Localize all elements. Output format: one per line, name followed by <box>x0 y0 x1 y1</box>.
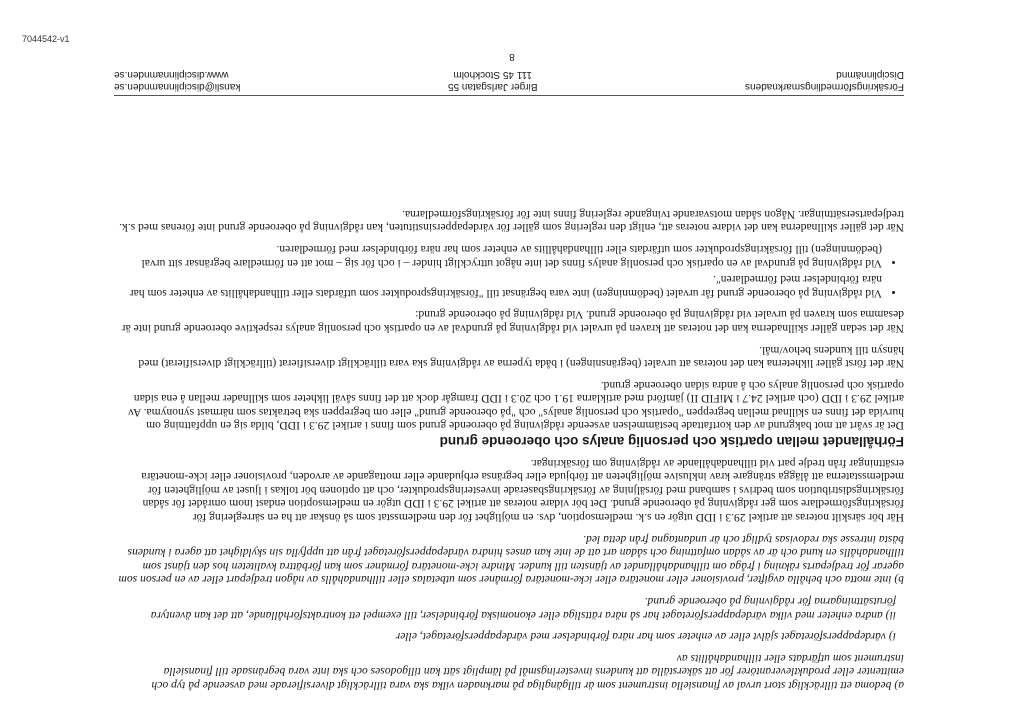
footer-org-line: Försäkringsförmedlingsmarknadens <box>745 81 904 92</box>
item-b: b) inte motta och behålla avgifter, provisioner eller monetära eller icke-monetära förmåner som utbetalas eller tillhandahålls av någon tredjepart eller av en person som agerar för tredjeparts räkning i fråga om tillhandahållandet av tjänsten till kunder. Mindre icke-monetära förmåner som kan förbättra kvaliteten hos den tjänst som tillhandahålls en kund och är av sådan omfattning och sådan art att de inte kan anses hindra värdepappersföretaget från att uppfylla sin skyldighet att agera i kundens bästa intresse ska redovisas tydligt och är undantagna från detta led. <box>118 532 904 587</box>
paragraph: När det sedan gäller skillnaderna kan det noteras att kraven på urvalet vid rådgivning på grundval av en opartisk och personlig analys respektive oberoende grund inte är desamma som kraven på urvalet vid rådgivning på oberoende grund. Vid rådgivning på oberoende grund: <box>121 308 904 335</box>
paragraph: När det gäller skillnaderna kan det vidare noteras att, enligt den reglering som gäller för värdepappersinstituten, kan rådgivning på oberoende grund inte förenas med s.k. tredjepartsersättningar. Någon sådan motsvarande tvingande reglering finns inte för försäkringsförmedlarna. <box>119 207 904 235</box>
item-a: a) bedoma ett tillräckligt stort urval av finansiella instrument som är tillgängliga på marknaden vilka ska vara tillräckligt diversifierade med avseende på typ och emittenter eller produktleverantörer för att säkerställa att kundens investeringsmål på lämpligt sätt kan tillgodoses och ska inte vara begränsade till finansiella instrument som utfärdats eller tillhandahållits av <box>151 651 904 692</box>
footer-contact <box>114 68 240 92</box>
footer-address-line: Birger Jarlsgatan 55 <box>447 81 538 92</box>
footer-website: www.disciplinnamnden.se <box>114 69 229 80</box>
section-heading: Förhållandet mellan opartisk och personlig analys och oberoende grund <box>439 434 904 450</box>
bullet-list <box>114 242 904 299</box>
footer-org <box>745 68 904 92</box>
bullet-item: • Vid rådgivning på grundval av en opartisk och personlig analys finns det inte något uttryckligt hinder – i och för sig – mot att en förmedlare begränsar sitt urval (bedömningen) till försäkringsprodukter som utfärdats eller tillhandahållits av enheter som har nära förbindelser med förmedlaren. <box>114 242 882 269</box>
page-number: 8 <box>509 51 515 62</box>
paragraph: Det är svårt att mot bakgrund av den kortfattade bestämmelsen avseende rådgivning på oberoende grund som finns i artikel 29.3 i IDD, bilda sig en uppfattning om hurvida det finns en skillnad mellan begreppen "opartisk och personlig analys" och "på oberoende grund" eller om begreppen ska betraktas som närmast synonyma. Av artikel 29.3 i IDD (och artikel 24.7 i MiFID II) jämförd med artiklarna 19.1 och 20.3 i IDD framgår dock att det finns såväl likheter som skillnader mellan å ena sidan opartisk och personlig analys och å andra sidan oberoende grund. <box>128 378 904 433</box>
bullet-item: • Vid rådgivning på oberoende grund får urvalet (bedömningen) inte vara begränsat till "försäkringsprodukter som utfärdats eller tillhandahållits av enheter som har nära förbindelser med förmedlaren". <box>114 273 882 300</box>
item-a-i: i) värdepappersföretaget självt eller av enheter som har nära förbindelser med värdepappersföretaget, eller <box>395 630 896 644</box>
footer-address-line: 111 45 Stockholm <box>453 69 532 80</box>
document-id: 7044542-v1 <box>22 34 70 44</box>
page-footer <box>114 68 904 96</box>
paragraph: Här bör särskilt noteras att artikel 29.3 i IDD utgör en s.k. medlemsoption, dvs. en möjlighet för den medlemsstat som så önskar att ha en särreglering för försäkringsförmedlare som ger rådgivning på oberoende grund. Det bör vidare noteras att artikel 29.3 i IDD utgör en medlemsoption endast inom området för sådan försäkringsdistribution som bedrivs i samband med försäljning av försäkringsbaserade investeringsprodukter, och att optionen bör tolkas i ljuset av möjligheten för medlemsstaterna att ålägga strängare krav inklusive möjligheten att förbjuda eller begränsa erbjudande eller mottagande av arvoden, provisioner eller icke-monetära ersättningar från tredje part vid tillhandahållande av rådgivning om försäkringar. <box>141 456 904 525</box>
body-column <box>114 199 904 692</box>
item-a-ii: ii) andra enheter med vilka värdepappersföretaget har så nära rättsliga eller ekonomiska förbindelser, till exempel ett kontraktsförhållande, att det kan äventyra förutsättningarna för rådgivning på oberoende grund. <box>150 595 896 622</box>
footer-email: kansli@disciplinnamnden.se <box>114 81 241 92</box>
paragraph: När det först gäller likheterna kan det noteras att urvalet (begränsningen) i båda typerna av rådgivning ska vara tillräckligt diversifierat (tillräckligt diversifierat) med hänsyn till kundens behov/mål. <box>138 343 904 371</box>
footer-org-line: Disciplinnämnd <box>836 69 904 80</box>
footer-address <box>448 68 538 92</box>
